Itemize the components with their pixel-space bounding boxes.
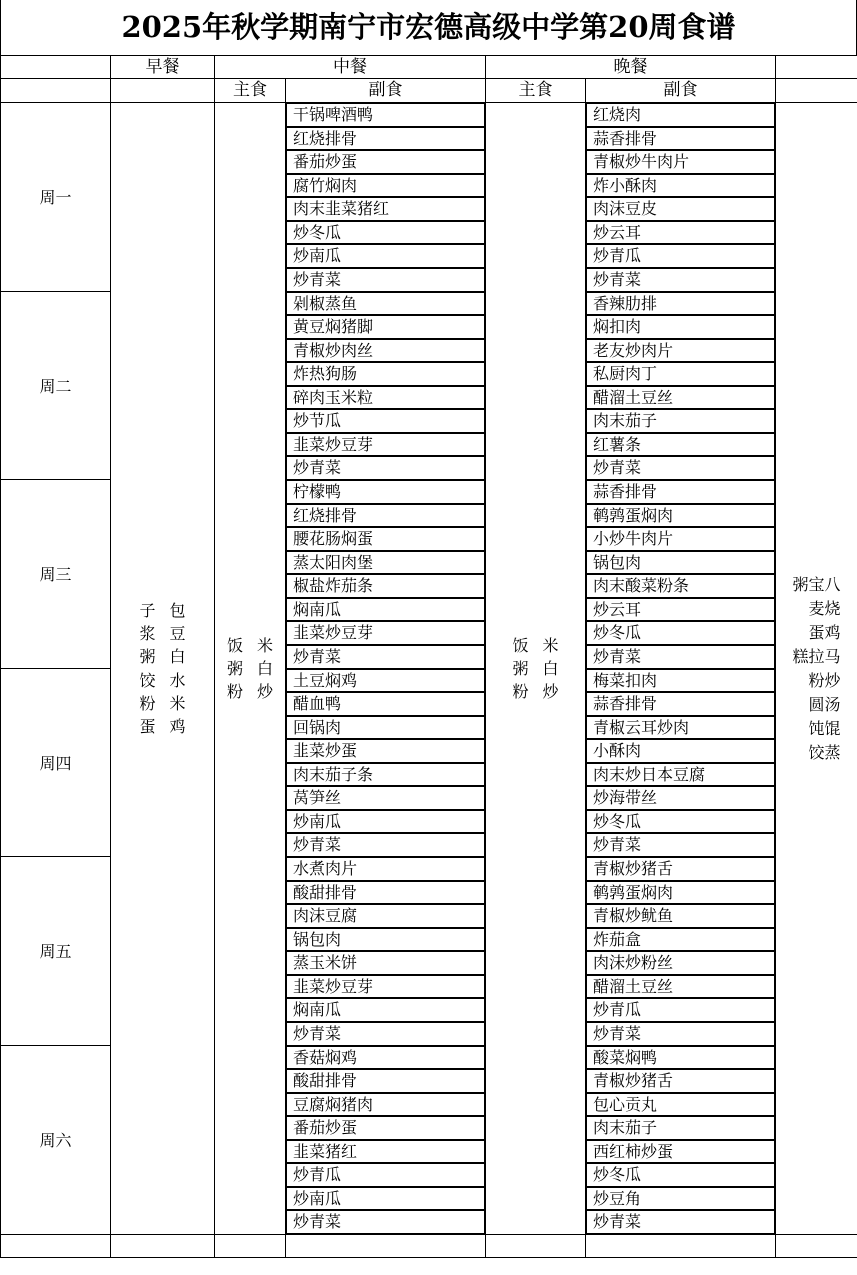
day-label-1 [1,103,110,292]
dinner-dish-1-2: 蒜香排骨 [586,127,775,151]
dinner-dish-4-5: 肉末炒日本豆腐 [586,763,775,787]
lunch-dish-4-2: 醋血鸭 [286,692,485,716]
dinner-dish-1-7: 炒青瓜 [586,244,775,268]
dinner-staple-item-3-char-1: 炒 [542,682,559,702]
breakfast-item-4-char-1: 水 [169,670,186,690]
extra-item-6-char-1: 汤 [824,694,841,714]
day-label-6 [1,1046,110,1235]
dinner-dish-3-1: 蒜香排骨 [586,480,775,504]
extra-item-4-char-3: 糕 [792,646,809,666]
lunch-dish-4-4: 韭菜炒蛋 [286,739,485,763]
lunch-dish-6-5: 韭菜猪红 [286,1140,485,1164]
extra-item-6-char-3 [798,693,803,717]
lunch-staple-item-3-char-2: 粉 [226,682,243,702]
lunch-dish-4-6: 莴笋丝 [286,786,485,810]
dinner-dish-1-5: 肉沫豆皮 [586,197,775,221]
footer-cell-1 [1,1235,111,1258]
dinner-staple-item-1-char-2: 饭 [512,635,529,655]
day-label-text: 周四 [39,753,72,773]
lunch-dish-4-5: 肉末茄子条 [286,763,485,787]
dinner-dish-3-7: 炒冬瓜 [586,621,775,645]
header-breakfast: 早餐 [111,56,215,79]
dinner-dish-5-4: 炸茄盒 [586,928,775,952]
extra-item-5-char-1: 炒 [824,670,841,690]
day-labels-cell [1,103,111,1235]
dinner-dish-4-2: 蒜香排骨 [586,692,775,716]
lunch-staple-item-2-char-1: 白 [257,658,274,678]
extra-item-2-char-2: 麦 [808,598,825,618]
breakfast-item-6-char-1: 鸡 [169,716,186,736]
page-title: 2025年秋学期南宁市宏德高级中学第20周食谱 [121,10,736,44]
lunch-dish-3-6: 焖南瓜 [286,598,485,622]
extra-charcol-1 [825,573,841,765]
breakfast-item-5-char-1: 米 [169,693,186,713]
header-row-subtypes [1,79,857,103]
lunch-dish-2-1: 剁椒蒸鱼 [286,292,485,316]
breakfast-charcol-1 [170,599,186,738]
lunch-dish-1-1: 干锅啤酒鸭 [286,103,485,127]
day-label-text: 周六 [39,1131,72,1151]
dinner-dish-1-3: 青椒炒牛肉片 [586,150,775,174]
dinner-dish-4-4: 小酥肉 [586,739,775,763]
extra-item-4-char-2: 拉 [808,646,825,666]
dinner-dish-3-3: 小炒牛肉片 [586,527,775,551]
breakfast-charcol-2 [139,599,155,738]
lunch-dish-3-3: 腰花肠焖蛋 [286,527,485,551]
header-extra [776,56,857,79]
lunch-dish-2-5: 碎肉玉米粒 [286,386,485,410]
lunch-dish-6-1: 香菇焖鸡 [286,1046,485,1070]
dinner-staple-items [486,634,585,704]
dinner-dish-5-5: 肉沫炒粉丝 [586,951,775,975]
extra-charcol-3 [792,573,808,765]
dinner-dish-1-4: 炸小酥肉 [586,174,775,198]
extra-item-7-char-3 [798,717,803,741]
extra-item-8-char-2: 饺 [808,742,825,762]
dinner-dish-3-5: 肉末酸菜粉条 [586,574,775,598]
lunch-dish-5-7: 焖南瓜 [286,998,485,1022]
lunch-dish-4-8: 炒青菜 [286,833,485,857]
dinner-dish-2-6: 肉末茄子 [586,409,775,433]
breakfast-item-3-char-2: 粥 [139,647,156,667]
extra-charcol-2 [808,573,824,765]
lunch-dish-5-2: 酸甜排骨 [286,881,485,905]
dinner-dish-4-1: 梅菜扣肉 [586,669,775,693]
dinner-staple-item-2-char-1: 白 [542,658,559,678]
dinner-dish-2-8: 炒青菜 [586,456,775,480]
dinner-dish-6-3: 包心贡丸 [586,1093,775,1117]
lunch-dish-5-3: 肉沫豆腐 [286,904,485,928]
lunch-dish-1-6: 炒冬瓜 [286,221,485,245]
breakfast-item-3-char-1: 白 [169,647,186,667]
lunch-dish-2-2: 黄豆焖猪脚 [286,315,485,339]
lunch-dish-4-1: 土豆焖鸡 [286,669,485,693]
lunch-dish-3-7: 韭菜炒豆芽 [286,621,485,645]
lunch-dish-6-7: 炒南瓜 [286,1187,485,1211]
lunch-dish-1-5: 肉末韭菜猪红 [286,197,485,221]
header-sub-corner [1,79,111,103]
dinner-staple-cell [486,103,586,1235]
dinner-dish-1-8: 炒青菜 [586,268,775,292]
lunch-dish-1-4: 腐竹焖肉 [286,174,485,198]
day-label-text: 周三 [39,565,72,585]
day-label-4 [1,669,110,858]
dinner-staple-item-1-char-1: 米 [542,635,559,655]
lunch-staple-item-1-char-1: 米 [257,635,274,655]
footer-cell-7 [776,1235,857,1258]
breakfast-item-2-char-2: 浆 [139,624,156,644]
dinner-staple-item-2-char-2: 粥 [512,658,529,678]
lunch-dish-2-4: 炸热狗肠 [286,362,485,386]
dinner-dish-6-4: 肉末茄子 [586,1116,775,1140]
lunch-staple-item-2-char-2: 粥 [226,658,243,678]
dinner-dish-6-7: 炒豆角 [586,1187,775,1211]
extra-item-4-char-1: 马 [824,646,841,666]
day-label-3 [1,480,110,669]
extra-item-1-char-3: 粥 [792,574,809,594]
extra-item-2-char-1: 烧 [824,598,841,618]
lunch-dish-6-4: 番茄炒蛋 [286,1116,485,1140]
dinner-dish-5-1: 青椒炒猪舌 [586,857,775,881]
lunch-staple-charcol-1 [257,634,273,704]
lunch-dish-3-8: 炒青菜 [286,645,485,669]
dinner-dish-4-3: 青椒云耳炒肉 [586,716,775,740]
lunch-dish-1-3: 番茄炒蛋 [286,150,485,174]
dinner-dish-3-6: 炒云耳 [586,598,775,622]
lunch-side-cell [286,103,486,1235]
dinner-dish-6-2: 青椒炒猪舌 [586,1069,775,1093]
extra-item-3-char-1: 鸡 [824,622,841,642]
dinner-dish-4-8: 炒青菜 [586,833,775,857]
dinner-dish-3-8: 炒青菜 [586,645,775,669]
lunch-dish-1-2: 红烧排骨 [286,127,485,151]
lunch-staple-charcol-2 [227,634,243,704]
footer-cell-3 [215,1235,286,1258]
header-lunch: 中餐 [215,56,486,79]
day-label-5 [1,857,110,1046]
extra-item-6-char-2: 圆 [808,694,825,714]
breakfast-item-4-char-2: 饺 [139,670,156,690]
lunch-dish-6-6: 炒青瓜 [286,1163,485,1187]
footer-cell-5 [486,1235,586,1258]
lunch-dish-1-8: 炒青菜 [286,268,485,292]
lunch-dish-3-4: 蒸太阳肉堡 [286,551,485,575]
lunch-dish-3-5: 椒盐炸茄条 [286,574,485,598]
footer-cell-6 [586,1235,776,1258]
header-row-meals [1,56,857,79]
lunch-dish-3-2: 红烧排骨 [286,504,485,528]
extra-item-8-char-1: 蒸 [824,742,841,762]
header-dinner-side: 副食 [586,79,776,103]
extra-item-5-char-3 [798,669,803,693]
extra-item-1-char-1: 八 [824,574,841,594]
lunch-dish-6-2: 酸甜排骨 [286,1069,485,1093]
dinner-dish-2-3: 老友炒肉片 [586,339,775,363]
dinner-dish-5-2: 鹌鹑蛋焖肉 [586,881,775,905]
footer-blank-row [1,1235,857,1258]
dinner-dish-1-6: 炒云耳 [586,221,775,245]
breakfast-item-5-char-2: 粉 [139,693,156,713]
dinner-dish-6-8: 炒青菜 [586,1210,775,1234]
lunch-dish-2-7: 韭菜炒豆芽 [286,433,485,457]
dinner-staple-item-3-char-2: 粉 [512,682,529,702]
breakfast-item-1-char-1: 包 [169,600,186,620]
dinner-dish-6-6: 炒冬瓜 [586,1163,775,1187]
dinner-dish-3-4: 锅包肉 [586,551,775,575]
breakfast-cell [111,103,215,1235]
day-label-2 [1,292,110,481]
extra-item-5-char-2: 粉 [808,670,825,690]
dinner-dish-2-7: 红薯条 [586,433,775,457]
lunch-dish-6-8: 炒青菜 [286,1210,485,1234]
dinner-dish-5-7: 炒青瓜 [586,998,775,1022]
dinner-staple-charcol-2 [512,634,528,704]
lunch-dish-4-3: 回锅肉 [286,716,485,740]
header-sub-extra [776,79,857,103]
lunch-dish-5-8: 炒青菜 [286,1022,485,1046]
footer-cell-4 [286,1235,486,1258]
lunch-dish-5-1: 水煮肉片 [286,857,485,881]
breakfast-item-1-char-2: 子 [139,600,156,620]
lunch-dish-2-6: 炒节瓜 [286,409,485,433]
dinner-dish-5-3: 青椒炒鱿鱼 [586,904,775,928]
header-sub-breakfast [111,79,215,103]
lunch-staple-items [215,634,285,704]
dinner-dish-5-6: 醋溜土豆丝 [586,975,775,999]
weekly-menu-table [0,55,857,1258]
lunch-staple-item-3-char-1: 炒 [257,682,274,702]
header-dinner-staple: 主食 [486,79,586,103]
lunch-dish-2-8: 炒青菜 [286,456,485,480]
dinner-dish-5-8: 炒青菜 [586,1022,775,1046]
header-lunch-side: 副食 [286,79,486,103]
extra-item-8-char-3 [798,741,803,765]
dinner-dish-2-5: 醋溜土豆丝 [586,386,775,410]
lunch-side-items [286,103,485,1234]
dinner-staple-charcol-1 [543,634,559,704]
dinner-dish-6-5: 西红柿炒蛋 [586,1140,775,1164]
dinner-side-cell [586,103,776,1235]
dinner-dish-4-6: 炒海带丝 [586,786,775,810]
menu-body-row [1,103,857,1235]
lunch-staple-cell [215,103,286,1235]
header-dinner: 晚餐 [486,56,776,79]
day-label-text: 周二 [39,376,72,396]
dinner-dish-6-1: 酸菜焖鸭 [586,1046,775,1070]
lunch-dish-4-7: 炒南瓜 [286,810,485,834]
breakfast-item-2-char-1: 豆 [169,624,186,644]
extra-item-1-char-2: 宝 [808,574,825,594]
lunch-dish-5-4: 锅包肉 [286,928,485,952]
day-label-text: 周五 [39,942,72,962]
dinner-dish-1-1: 红烧肉 [586,103,775,127]
lunch-dish-2-3: 青椒炒肉丝 [286,339,485,363]
dinner-side-items [586,103,775,1234]
lunch-dish-5-5: 蒸玉米饼 [286,951,485,975]
dinner-dish-2-4: 私厨肉丁 [586,362,775,386]
lunch-dish-5-6: 韭菜炒豆芽 [286,975,485,999]
breakfast-item-6-char-2: 蛋 [139,716,156,736]
lunch-dish-3-1: 柠檬鸭 [286,480,485,504]
title-band [0,0,857,55]
header-corner [1,56,111,79]
breakfast-items [111,599,214,738]
header-lunch-staple: 主食 [215,79,286,103]
dinner-dish-2-1: 香辣肋排 [586,292,775,316]
extra-item-7-char-2: 饨 [808,718,825,738]
dinner-dish-2-2: 焖扣肉 [586,315,775,339]
extra-items [776,573,857,765]
extra-item-7-char-1: 馄 [824,718,841,738]
extra-item-3-char-3 [798,621,803,645]
extra-item-2-char-3 [798,597,803,621]
extra-cell [776,103,857,1235]
lunch-dish-1-7: 炒南瓜 [286,244,485,268]
footer-cell-2 [111,1235,215,1258]
dinner-dish-4-7: 炒冬瓜 [586,810,775,834]
lunch-dish-6-3: 豆腐焖猪肉 [286,1093,485,1117]
extra-item-3-char-2: 蛋 [808,622,825,642]
day-label-text: 周一 [39,188,72,208]
lunch-staple-item-1-char-2: 饭 [226,635,243,655]
dinner-dish-3-2: 鹌鹑蛋焖肉 [586,504,775,528]
